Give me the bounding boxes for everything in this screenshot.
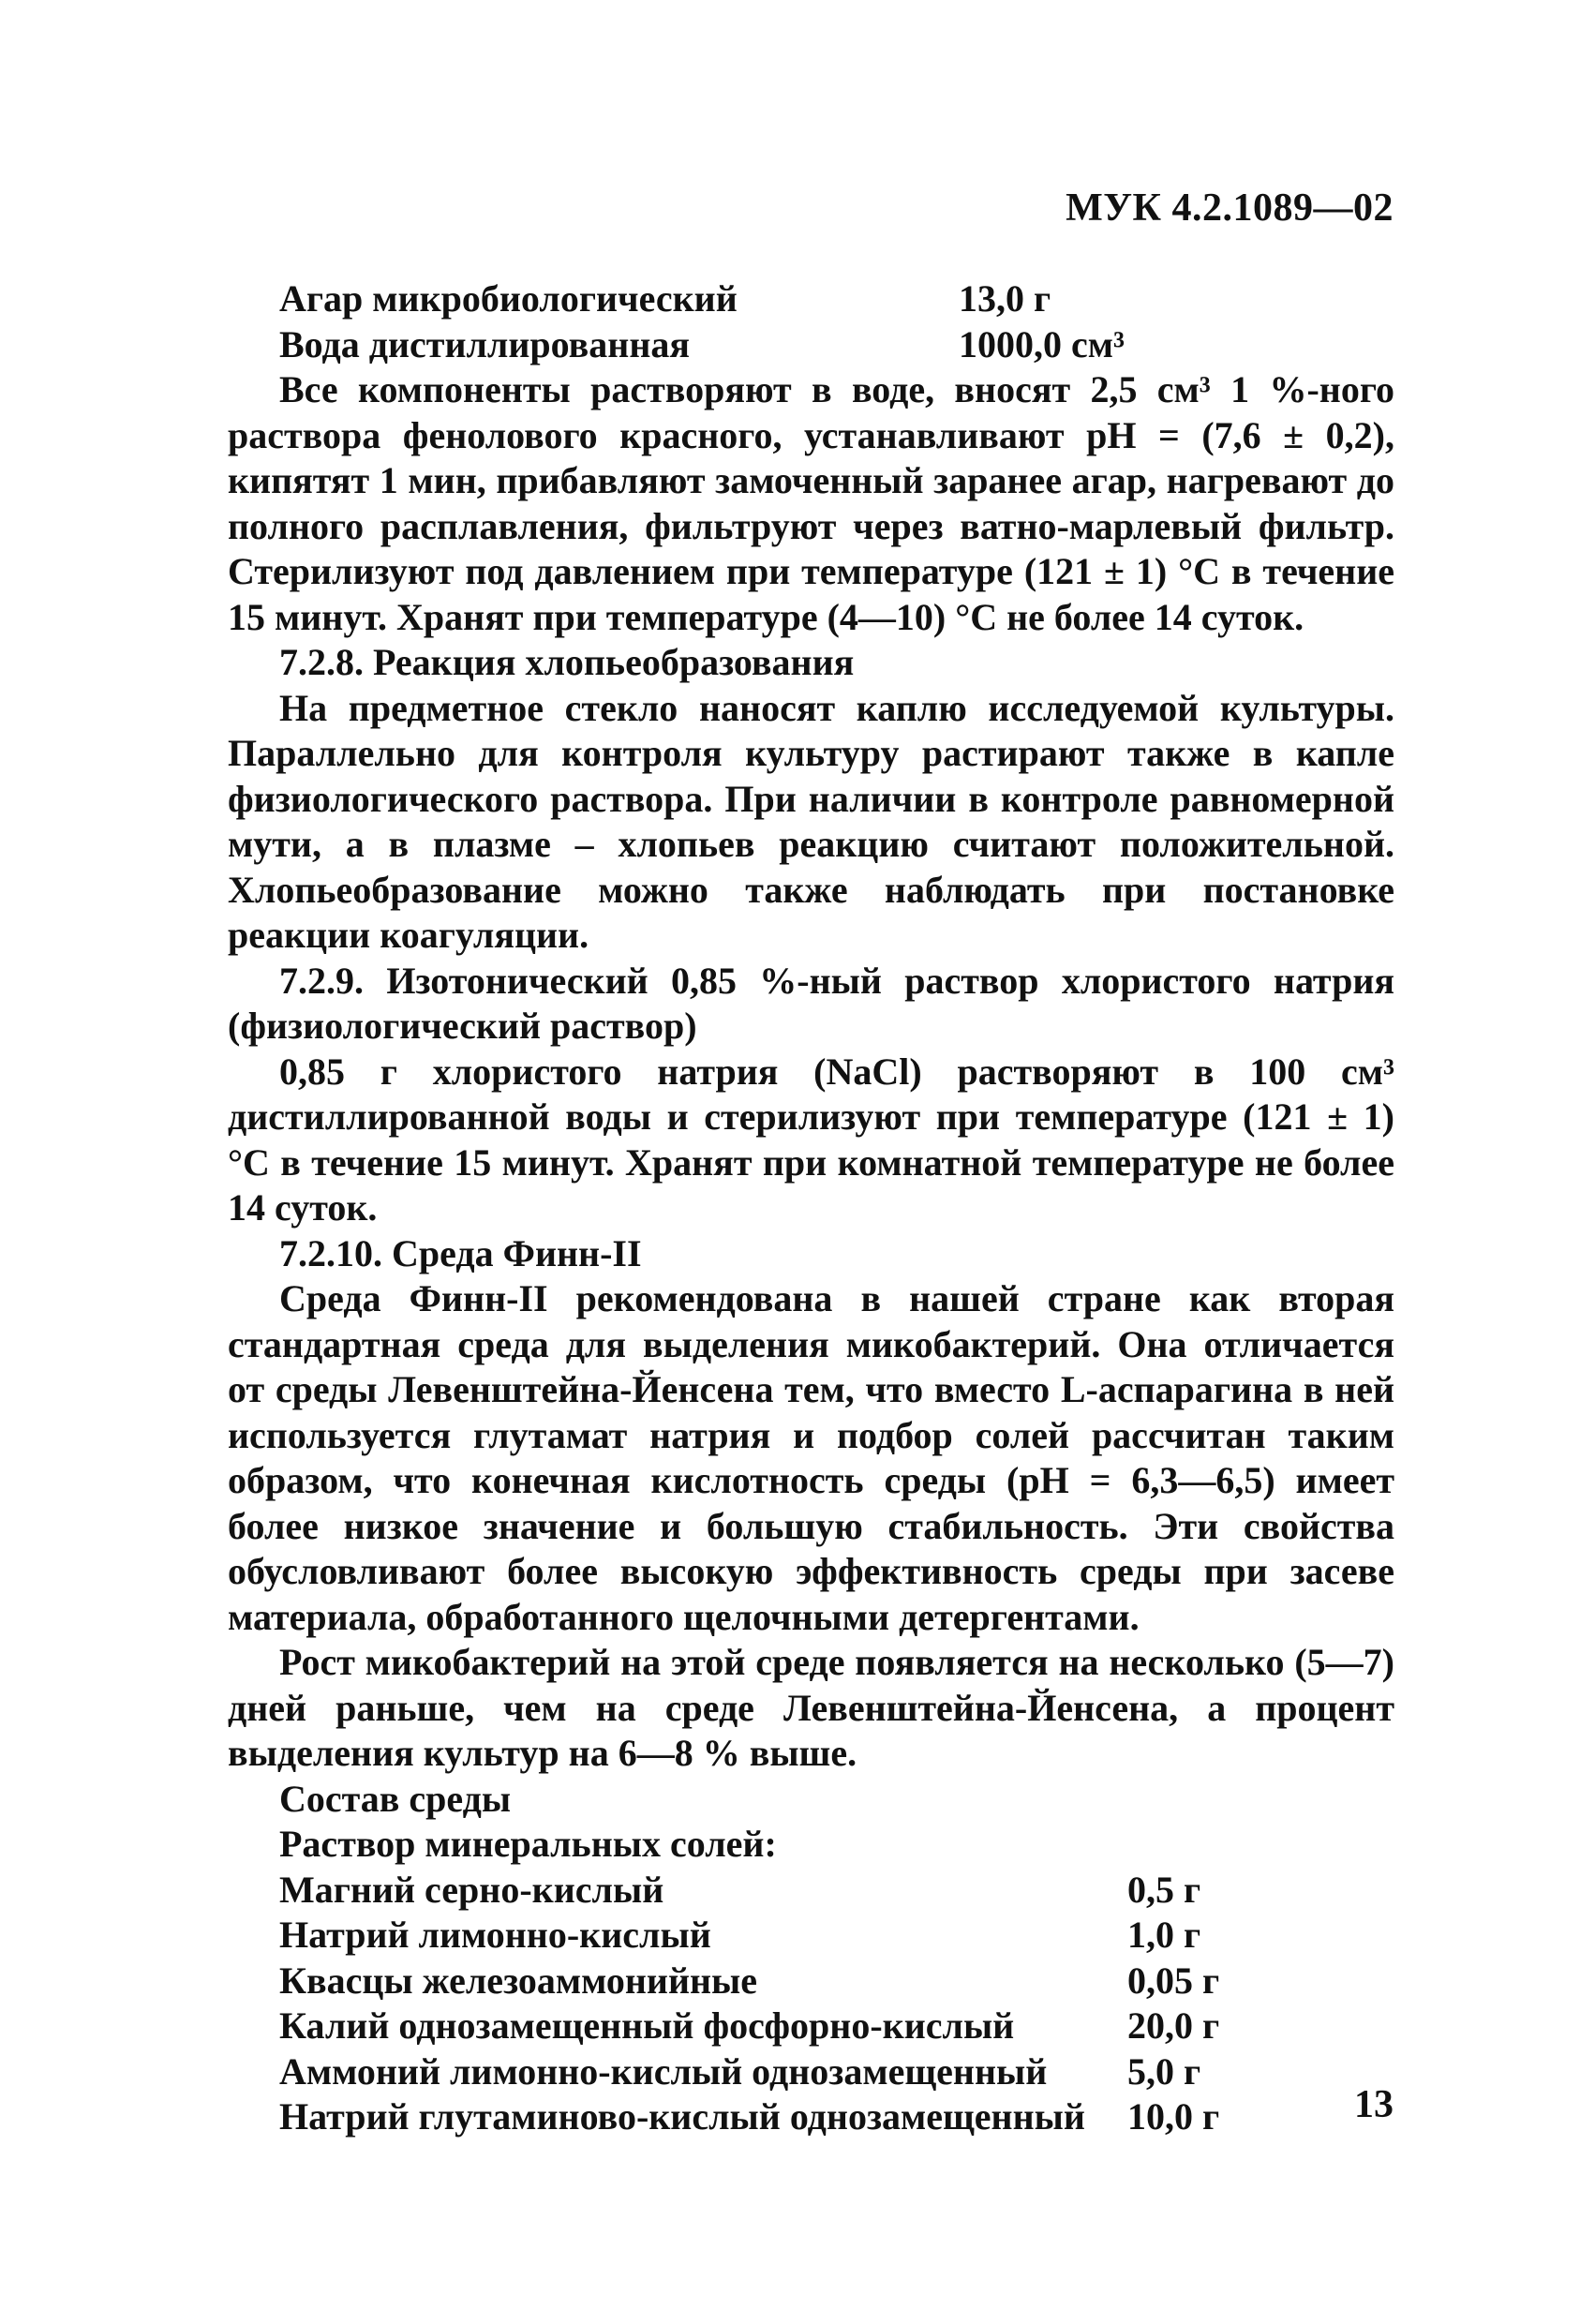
ingredient-row: [228, 322, 1394, 368]
salt-name: Калий однозамещенный фосфорно-кислый: [279, 2004, 1015, 2047]
page-number: 13: [1354, 2083, 1394, 2126]
salt-name: Натрий глутаминово-кислый однозамещенный: [279, 2095, 1085, 2138]
section-paragraph-7-2-9: 0,85 г хлористого натрия (NaCl) растворяют в 100 см³ дистиллированной воды и стерилизуют при температуре (121 ± 1) °C в течение 15 минут. Хранят при комнатной температуре не более 14 суток.: [228, 1050, 1394, 1229]
salt-name: Аммоний лимонно-кислый однозамещенный: [279, 2049, 1048, 2093]
section-heading-7-2-8: 7.2.8. Реакция хлопьеобразования: [279, 641, 855, 683]
section-heading-7-2-9: 7.2.9. Изотонический 0,85 %-ный раствор хлористого натрия (физиологический раствор): [228, 959, 1394, 1047]
salt-amount: 5,0 г: [1127, 2049, 1201, 2093]
salt-amount: 10,0 г: [1127, 2095, 1220, 2138]
salts-label: Раствор минеральных солей:: [279, 1823, 777, 1865]
salt-name: Натрий лимонно-кислый: [279, 1914, 711, 1956]
section-heading-7-2-10: 7.2.10. Среда Финн-II: [279, 1231, 642, 1274]
document-code-header: МУК 4.2.1089—02: [1066, 186, 1394, 230]
salt-row: [228, 2004, 1394, 2049]
salt-amount: 1,0 г: [1127, 1914, 1201, 1956]
salt-row: [228, 2049, 1394, 2095]
ingredient-name: Агар микробиологический: [279, 277, 738, 320]
ingredient-amount: 1000,0 см³: [959, 322, 1125, 365]
salt-row: [228, 1913, 1394, 1959]
section-paragraph-7-2-10-a: Среда Финн-II рекомендована в нашей стране как вторая стандартная среда для выделения микобактерий. Она отличается от среды Левенштейна-Йенсена тем, что вместо L-аспарагина в ней используется глутамат натрия и подбор солей рассчитан таким образом, что конечная кислотность среды (pH = 6,3—6,5) имеет более низкое значение и большую стабильность. Эти свойства обусловливают более высокую эффективность среды при засеве материала, обработанного щелочными детергентами.: [228, 1277, 1394, 1638]
salt-name: Магний серно-кислый: [279, 1868, 664, 1911]
salt-amount: 0,05 г: [1127, 1959, 1220, 2002]
salt-row: [228, 2094, 1394, 2140]
salt-name: Квасцы железоаммонийные: [279, 1959, 758, 2002]
salt-row: [228, 1868, 1394, 1914]
salt-row: [228, 1959, 1394, 2004]
section-paragraph-7-2-8: На предметное стекло наносят каплю исследуемой культуры. Параллельно для контроля культуру растирают также в капле физиологического раствора. При наличии в контроле равномерной мути, а в плазме – хлопьев реакцию считают положительной. Хлопьеобразование можно также наблюдать при постановке реакции коагуляции.: [228, 686, 1394, 956]
preparation-paragraph: Все компоненты растворяют в воде, вносят 2,5 см³ 1 %-ного раствора фенолового красного, устанавливают pH = (7,6 ± 0,2), кипятят 1 мин, прибавляют замоченный заранее агар, нагревают до полного расплавления, фильтруют через ватно-марлевый фильтр. Стерилизуют под давлением при температуре (121 ± 1) °C в течение 15 минут. Хранят при температуре (4—10) °C не более 14 суток.: [228, 368, 1394, 638]
salt-amount: 20,0 г: [1127, 2004, 1220, 2047]
salt-amount: 0,5 г: [1127, 1868, 1201, 1911]
ingredient-row: [228, 276, 1394, 322]
section-paragraph-7-2-10-b: Рост микобактерий на этой среде появляется на несколько (5—7) дней раньше, чем на среде Левенштейна-Йенсена, а процент выделения культур на 6—8 % выше.: [228, 1641, 1394, 1774]
ingredient-name: Вода дистиллированная: [279, 322, 691, 365]
ingredient-amount: 13,0 г: [959, 277, 1051, 320]
page-body: [228, 276, 1394, 2140]
composition-label: Состав среды: [279, 1777, 512, 1820]
